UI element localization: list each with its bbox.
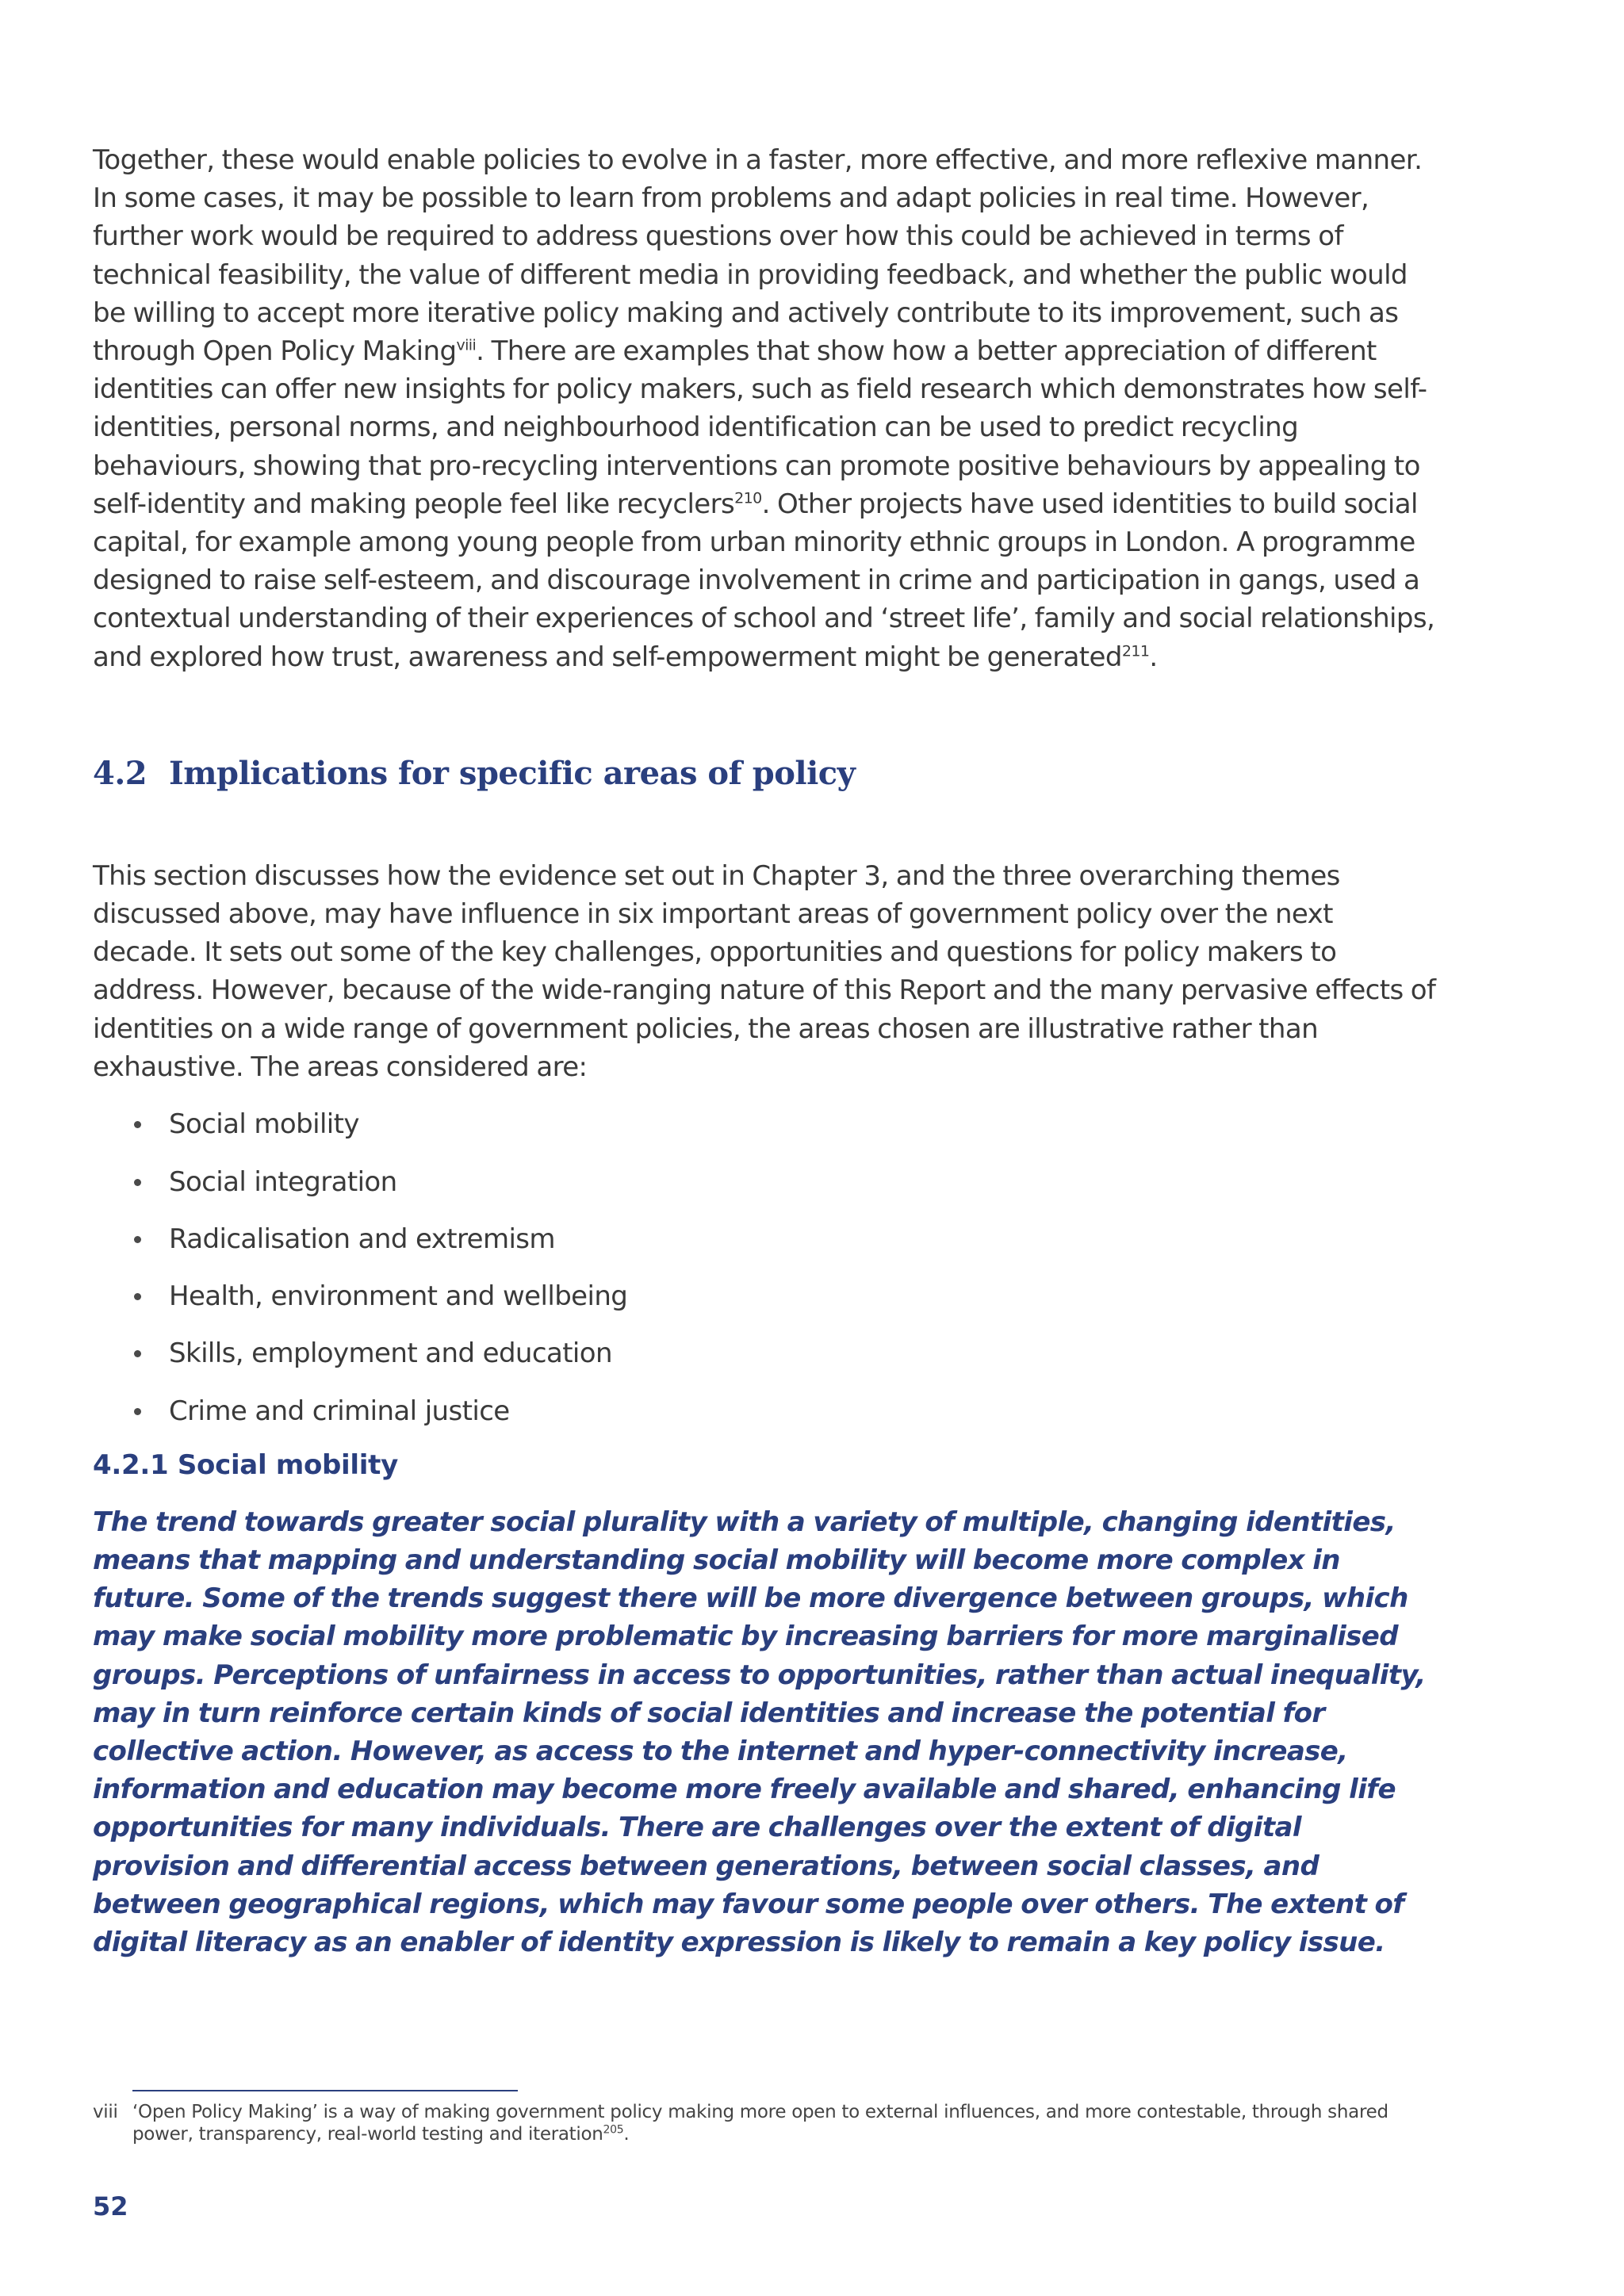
section-title: Implications for specific areas of policy [169,755,856,793]
section-heading [93,751,1441,797]
subsection-heading: 4.2.1 Social mobility [93,1448,398,1481]
list-item [93,1211,1441,1268]
section-intro: This section discusses how the evidence set out in Chapter 3, and the three overarching themes discussed above, may have influence in six important areas of government policy over the next decade. It sets out some of the key challenges, opportunities and questions for policy makers to address. However, because of the wide-ranging nature of this Report and the many pervasive effects of identities on a wide range of government policies, the areas chosen are illustrative rather than exhaustive. The areas considered are: [93,859,1436,1083]
body-paragraph [93,141,1441,676]
list-item-label: Social integration [169,1165,397,1198]
page-number: 52 [93,2191,128,2221]
footnote-marker: viii [93,2102,118,2122]
bullet-icon [134,1408,141,1415]
bullet-icon [134,1350,141,1357]
body-text-part-3: . Other projects have used identities to build social capital, for example among young people from urban minority ethnic groups in London. A programme designed to raise self-esteem, and discourage involvement in crime and participation in gangs, used a contextual understanding of their experiences of school and ‘street life’, family and social relationships, and explored how trust, awareness and self-empowerment might be generated [93,488,1435,673]
list-item [93,1325,1441,1382]
list-item [93,1383,1441,1440]
list-item-label: Radicalisation and extremism [169,1223,555,1255]
bullet-icon [134,1121,141,1128]
bullet-icon [134,1236,141,1243]
list-item [93,1153,1441,1210]
list-item-label: Crime and criminal justice [169,1395,510,1427]
list-item [93,1268,1441,1325]
list-item [93,1096,1441,1153]
footnote-divider [132,2090,518,2091]
body-text-part-1: Together, these would enable policies to evolve in a faster, more effective, and more reflexive manner. In some cases, it may be possible to learn from problems and adapt policies in real time. However, further work would be required to address questions over how this could be achieved in terms of technical feasibility, the value of different media in providing feedback, and whether the public would be willing to accept more iterative policy making and actively contribute to its improvement, such as through Open Policy Making [93,144,1423,368]
section-number: 4.2 [93,755,147,793]
citation-ref-211[interactable]: 211 [1121,642,1150,660]
footnote [93,2101,1401,2145]
policy-areas-list [93,1096,1441,1440]
footnote-body [132,2101,1401,2145]
footnote-text: ‘Open Policy Making’ is a way of making government policy making more open to external influences, and more contestable, through shared power, transparency, real-world testing and iteration [132,2102,1388,2145]
list-item-label: Social mobility [169,1108,359,1141]
subsection-summary: The trend towards greater social plurality with a variety of multiple, changing identities, means that mapping and understanding social mobility will become more complex in future. Some of the trends suggest there will be more divergence between groups, which may make social mobility more problematic by increasing barriers for more marginalised groups. Perceptions of unfairness in access to opportunities, rather than actual inequality, may in turn reinforce certain kinds of social identities and increase the potential for collective action. However, as access to the internet and hyper-connectivity increase, information and education may become more freely available and shared, enhancing life opportunities for many individuals. There are challenges over the extent of digital provision and differential access between generations, between social classes, and between geographical regions, which may favour some people over others. The extent of digital literacy as an enabler of identity expression is likely to remain a key policy issue. [93,1506,1426,1959]
list-item-label: Skills, employment and education [169,1337,612,1370]
citation-ref-210[interactable]: 210 [734,489,762,507]
page-content [93,141,1441,1961]
footnote-text-end: . [623,2124,630,2145]
bullet-icon [134,1179,141,1186]
list-item-label: Health, environment and wellbeing [169,1280,628,1313]
bullet-icon [134,1293,141,1300]
footnote-ref-viii[interactable]: viii [456,336,477,354]
footnote-citation-ref[interactable]: 205 [603,2123,624,2137]
body-text-part-2: . There are examples that show how a better appreciation of different identities can offer new insights for policy makers, such as field research which demonstrates how self-identities, personal norms, and neighbourhood identification can be used to predict recycling behaviours, showing that pro-recycling interventions can promote positive behaviours by appealing to self-identity and making people feel like recyclers [93,335,1427,520]
body-text-end: . [1149,641,1158,673]
